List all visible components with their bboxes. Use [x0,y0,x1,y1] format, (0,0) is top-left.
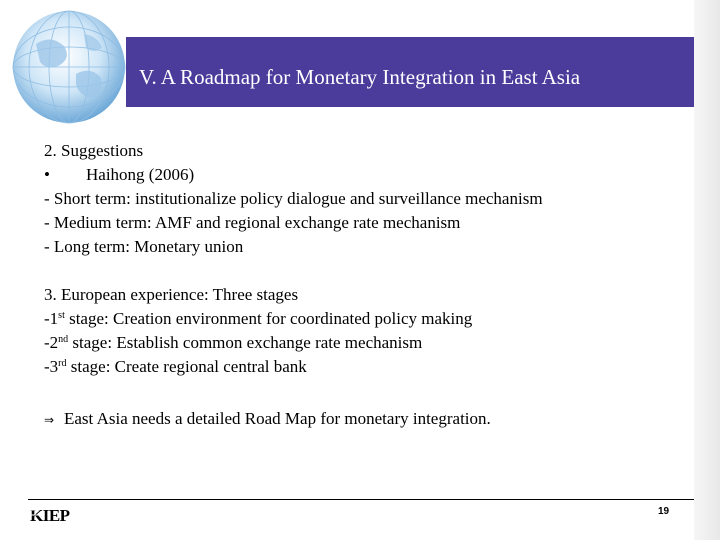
side-band [694,0,720,540]
conclusion-item [44,407,684,431]
suggestions-heading: 2. Suggestions [44,141,144,160]
stage-1-sup: st [58,310,65,321]
bullet-icon: • [44,165,50,184]
long-term-item: - Long term: Monetary union [44,237,244,256]
stage-3-item [44,355,684,379]
bullet-item [44,163,684,187]
slide-title: V. A Roadmap for Monetary Integration in East Asia [139,65,581,89]
slide-body [44,139,684,431]
arrow-icon: ⇒ [44,413,55,427]
stage-1-prefix: -1 [44,309,59,328]
stage-2-prefix: -2 [44,333,59,352]
stage-2-item [44,331,684,355]
page-number: 19 [658,506,670,517]
stage-1-item [44,307,684,331]
stage-3-text: stage: Create regional central bank [66,357,307,376]
short-term-item: - Short term: institutionalize policy dialogue and surveillance mechanism [44,189,543,208]
conclusion-text: East Asia needs a detailed Road Map for monetary integration. [64,409,491,428]
globe-icon [6,4,132,130]
medium-term-item: - Medium term: AMF and regional exchange rate mechanism [44,213,461,232]
european-heading: 3. European experience: Three stages [44,285,299,304]
footer-divider [28,499,694,500]
stage-3-prefix: -3 [44,357,59,376]
stage-2-sup: nd [58,334,69,345]
stage-3-sup: rd [58,358,67,369]
stage-1-text: stage: Creation environment for coordinated policy making [64,309,473,328]
kiep-logo [28,505,88,525]
bullet-text: Haihong (2006) [86,165,195,184]
stage-2-text: stage: Establish common exchange rate mechanism [68,333,423,352]
svg-text:KIEP: KIEP [30,506,70,525]
